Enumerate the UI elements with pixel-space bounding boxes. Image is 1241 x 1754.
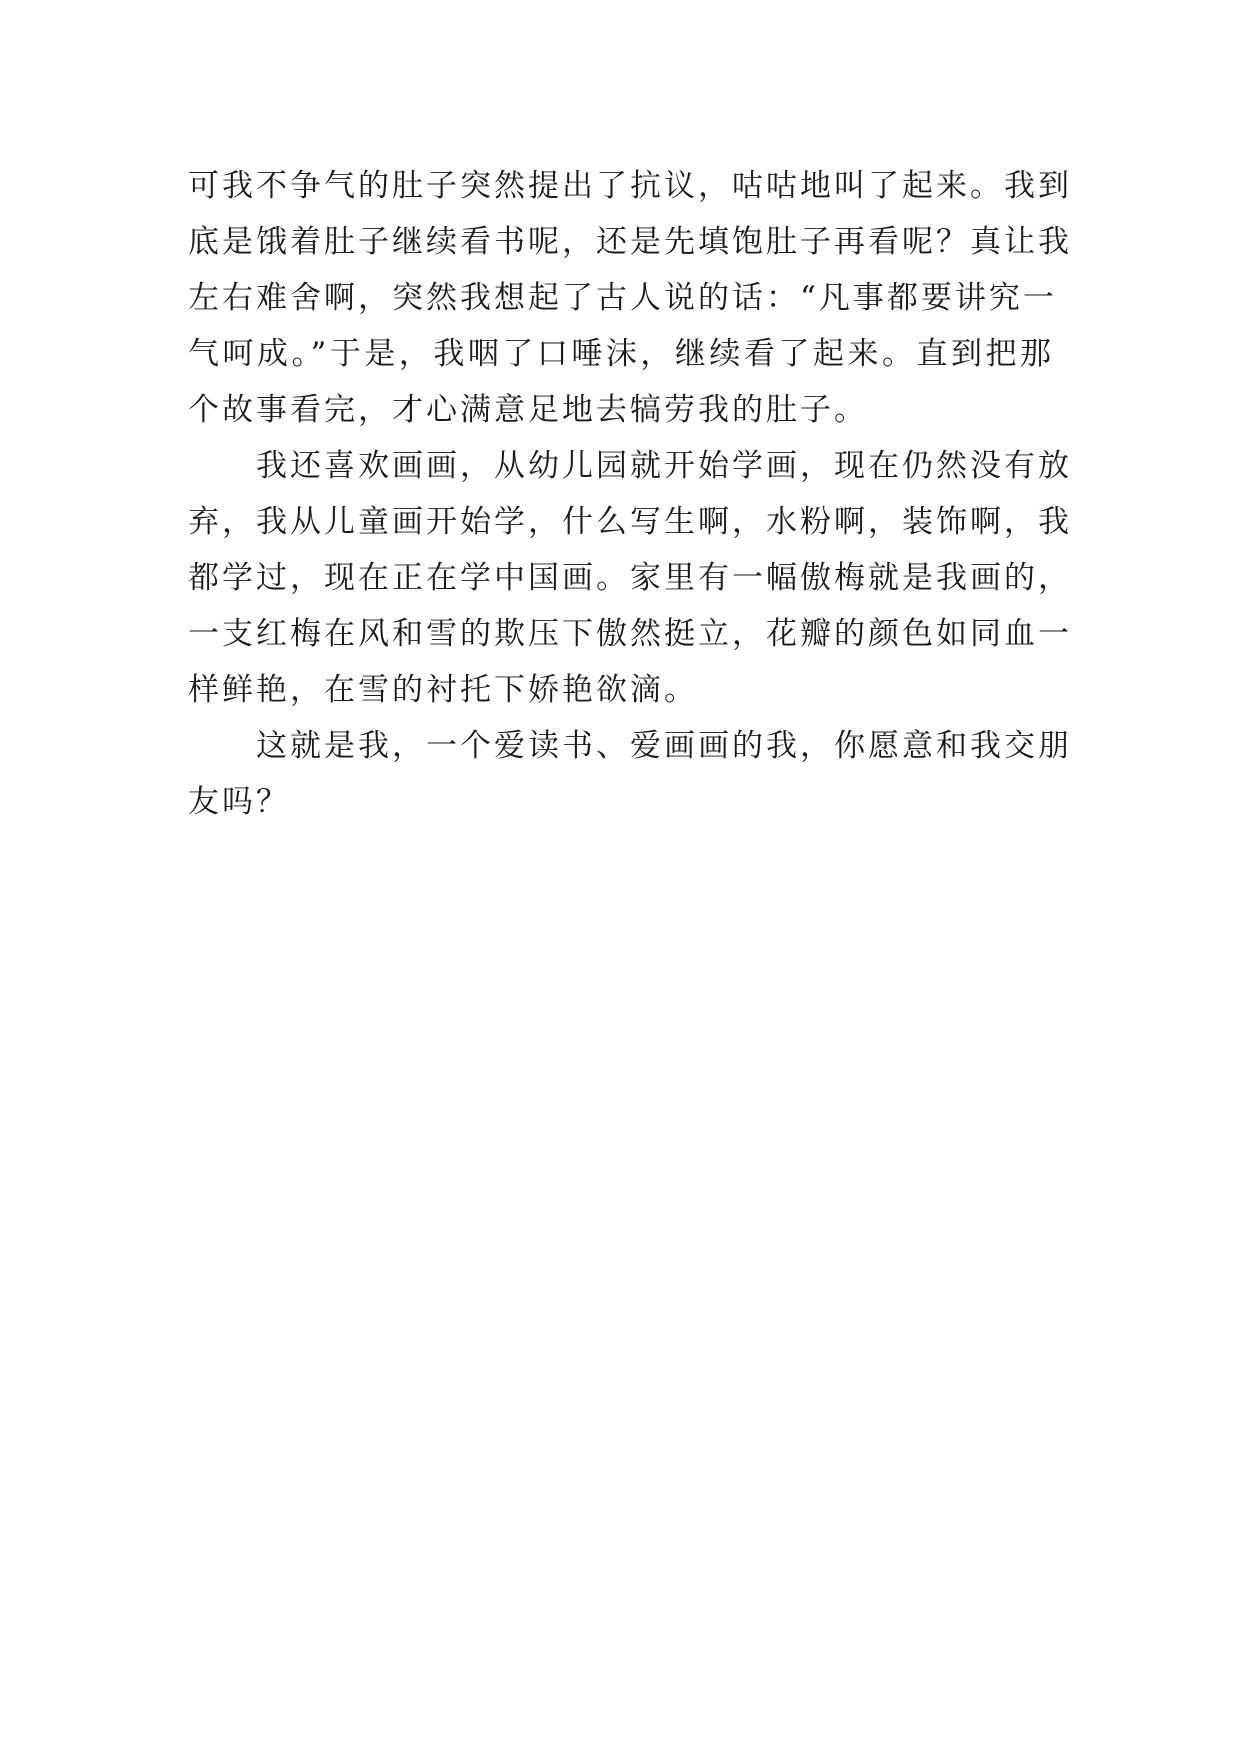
paragraph-1 — [188, 158, 1072, 438]
text-line: 气呵成。”于是，我咽了口唾沫，继续看了起来。直到把那 — [188, 336, 1054, 372]
text-line: 可我不争气的肚子突然提出了抗议，咕咕地叫了起来。我到 — [188, 168, 1072, 204]
text-line: 一支红梅在风和雪的欺压下傲然挺立，花瓣的颜色如同血一 — [188, 616, 1072, 652]
text-line: 都学过，现在正在学中国画。家里有一幅傲梅就是我画的， — [188, 560, 1072, 596]
text-line: 我还喜欢画画，从幼儿园就开始学画，现在仍然没有放 — [256, 448, 1072, 484]
text-line: 样鲜艳，在雪的衬托下娇艳欲滴。 — [188, 672, 698, 708]
text-line: 个故事看完，才心满意足地去犒劳我的肚子。 — [188, 392, 868, 428]
text-line: 友吗？ — [188, 784, 290, 820]
body-text — [188, 158, 1072, 830]
text-line: 弃，我从儿童画开始学，什么写生啊，水粉啊，装饰啊，我 — [188, 504, 1072, 540]
paragraph-2 — [188, 438, 1072, 718]
paragraph-3 — [188, 718, 1072, 830]
text-line: 左右难舍啊，突然我想起了古人说的话：“凡事都要讲究一 — [188, 280, 1057, 316]
text-line: 底是饿着肚子继续看书呢，还是先填饱肚子再看呢？真让我 — [188, 224, 1072, 260]
text-line: 这就是我，一个爱读书、爱画画的我，你愿意和我交朋 — [256, 728, 1072, 764]
